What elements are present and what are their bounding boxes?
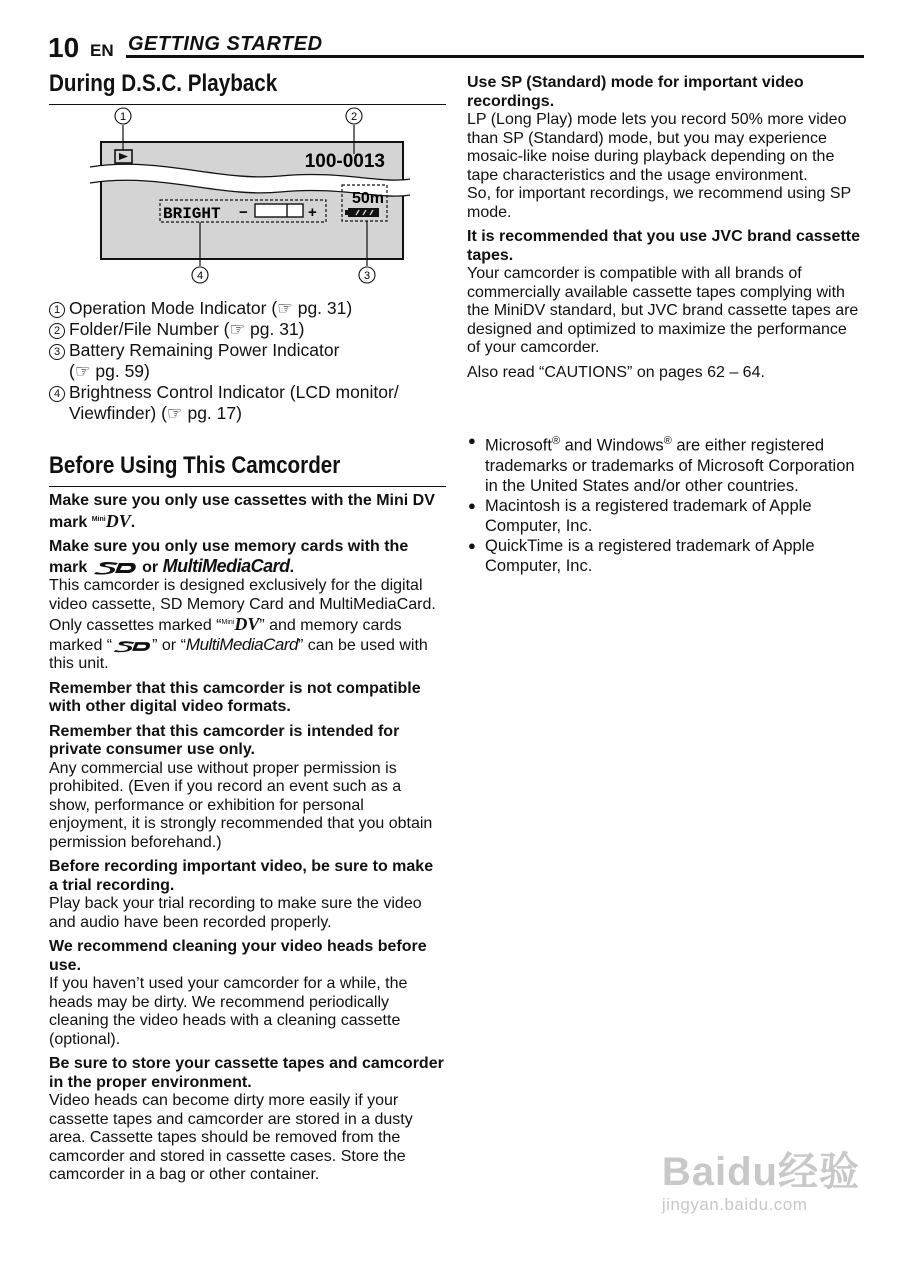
header-rule bbox=[126, 55, 864, 58]
legend-item: 4 Brightness Control Indicator (LCD monitor/ Viewfinder) (☞ pg. 17) bbox=[49, 382, 449, 424]
list-item: ● QuickTime is a registered trademark of Apple Computer, Inc. bbox=[468, 536, 815, 575]
right-column bbox=[467, 74, 862, 382]
svg-text:2: 2 bbox=[350, 111, 358, 123]
trademark-list bbox=[468, 431, 863, 576]
callout-3 bbox=[359, 267, 375, 283]
remaining-time: 50m bbox=[351, 190, 384, 207]
watermark-url: jingyan.baidu.com bbox=[661, 1195, 808, 1214]
sd-logo-icon bbox=[92, 560, 138, 576]
minidv-logo: DV bbox=[105, 510, 131, 531]
lcd-diagram bbox=[80, 104, 420, 294]
list-item: ● Macintosh is a registered trademark of Apple Computer, Inc. bbox=[468, 496, 812, 535]
left-column bbox=[49, 492, 446, 1185]
private-use-notice: Remember that this camcorder is intended for private consumer use only. Any commercial use without proper permission is prohibited. (Even if you record an event such as a show, performance or exhibition for personal enjoyment, it is strongly recommended that you obtain permission beforehand.) bbox=[49, 722, 433, 851]
cassette-notice: Make sure you only use cassettes with the Mini DV mark $^{Mini}$DV. bbox=[49, 492, 435, 531]
dsc-title: During D.S.C. Playback bbox=[49, 70, 278, 97]
svg-text:1: 1 bbox=[119, 111, 127, 123]
callout-4 bbox=[192, 267, 208, 283]
page-number: 10 bbox=[48, 32, 80, 63]
folder-file-number: 100-0013 bbox=[304, 151, 385, 172]
svg-text:4: 4 bbox=[196, 270, 204, 282]
jvc-tape-notice: It is recommended that you use JVC brand cassette tapes. Your camcorder is compatible with all brands of commercially available cassette tapes complying with the MiniDV standard, but JVC brand cassette tapes are designed and optimized to maximize the performance of your camcorder. bbox=[467, 228, 861, 356]
sd-logo-icon bbox=[112, 639, 152, 654]
brightness-bar bbox=[255, 204, 303, 217]
list-item: ● Microsoft® and Windows® are either registered trademarks or trademarks of Microsoft Corporation in the United States and/or other countries. bbox=[468, 433, 855, 495]
cleaning-notice: We recommend cleaning your video heads before use. If you haven’t used your camcorder for a while, the heads may be dirty. We recommend periodically cleaning the video heads with a cleaning cassette (optional). bbox=[49, 938, 427, 1048]
trial-recording-notice: Before recording important video, be sure to make a trial recording. Play back your trial recording to make sure the video and audio have been recorded properly. bbox=[49, 858, 434, 931]
cautions-reference: Also read “CAUTIONS” on pages 62 – 64. bbox=[467, 363, 765, 381]
multimediacard-logo: MultiMediaCard bbox=[162, 555, 290, 576]
compatibility-notice: Remember that this camcorder is not compatible with other digital video formats. bbox=[49, 679, 421, 715]
brightness-plus: + bbox=[308, 204, 317, 221]
battery-icon bbox=[345, 208, 379, 217]
memory-card-notice: Make sure you only use memory cards with the mark or MultiMediaCard. This camcorder is designed exclusively for the digital video cassette, SD Memory Card and MultiMediaCard. Only cassettes marked “$^{Mini}$DV” and memory cards marked “ ” or “MultiMediaCard” can be used with this unit. bbox=[49, 538, 436, 672]
watermark-brand: Baidu经验 bbox=[661, 1150, 860, 1194]
callout-1 bbox=[115, 108, 131, 124]
section-title: GETTING STARTED bbox=[128, 33, 323, 55]
legend-item: 1 Operation Mode Indicator (☞ pg. 31) bbox=[49, 298, 449, 319]
storage-notice: Be sure to store your cassette tapes and camcorder in the proper environment. Video heads can become dirty more easily if your cassette tapes and camcorder are stored in a dusty area. Cassette tapes should be removed from the camcorder and stored in cassette cases. Store the camcorder in a bag or other container. bbox=[49, 1055, 444, 1183]
before-title: Before Using This Camcorder bbox=[49, 452, 341, 479]
before-title-rule bbox=[49, 486, 446, 487]
legend-item: 3 Battery Remaining Power Indicator (☞ pg. 59) bbox=[49, 340, 449, 382]
brightness-label: BRIGHT bbox=[163, 205, 221, 223]
baidu-watermark bbox=[662, 1140, 860, 1215]
svg-text:3: 3 bbox=[363, 270, 371, 282]
sp-mode-notice: Use SP (Standard) mode for important video recordings. LP (Long Play) mode lets you record 50% more video than SP (Standard) mode, but you may experience mosaic-like noise during playback depending on the tape characteristics and the usage environment. So, for important recordings, we recommend using SP mode. bbox=[467, 74, 851, 221]
brightness-minus: − bbox=[239, 204, 248, 221]
indicator-legend bbox=[49, 298, 449, 424]
legend-item: 2 Folder/File Number (☞ pg. 31) bbox=[49, 319, 449, 340]
language-label: EN bbox=[90, 41, 114, 60]
callout-2 bbox=[346, 108, 362, 124]
